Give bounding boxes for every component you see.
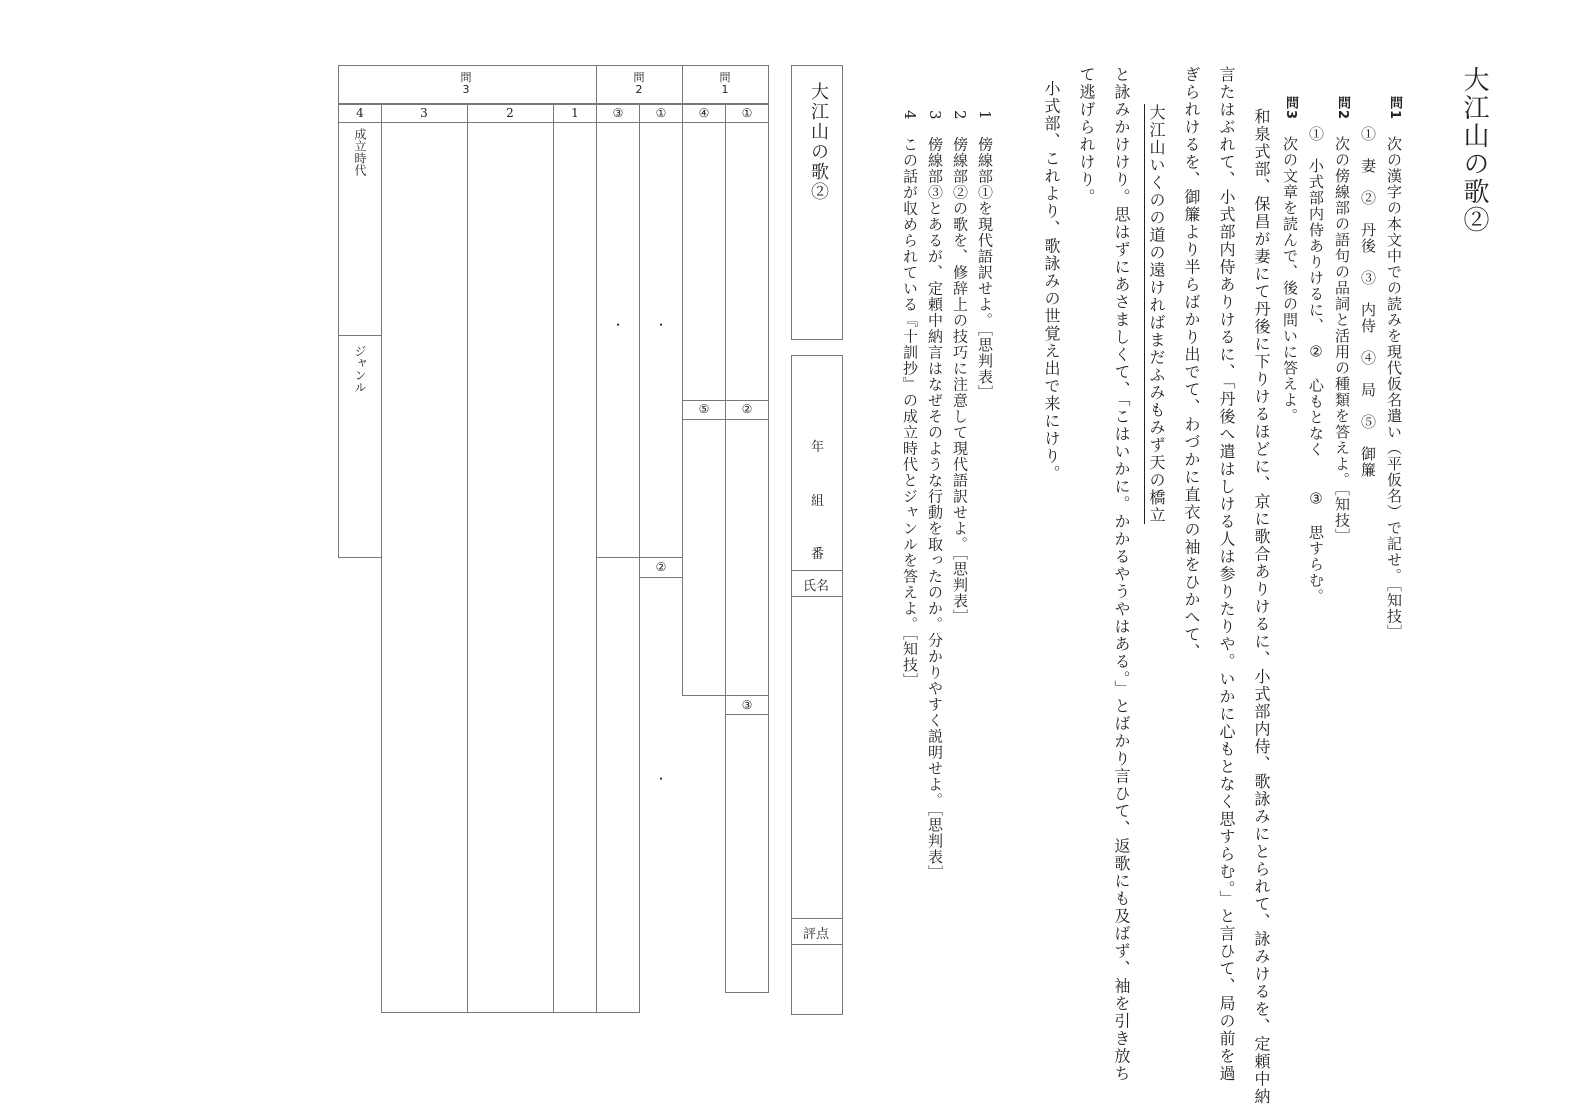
- nen-label: 年: [811, 440, 825, 455]
- q1-head: 問1: [1387, 96, 1402, 121]
- q2-2-dot: ・: [654, 772, 667, 786]
- col-q2-3: ③: [612, 106, 624, 120]
- q2-1-dot: ・: [654, 318, 667, 332]
- q3-head: 問3: [1283, 96, 1298, 121]
- q2-head: 問2: [1335, 96, 1350, 121]
- col-q3-4: 4: [356, 106, 364, 120]
- q1-label-3: ③: [741, 698, 753, 712]
- q1-instruction: 問1 次の漢字の本文中での読みを現代仮名遣い（平仮名）で記せ。［知技］: [1385, 96, 1403, 641]
- shimei-label: 氏名: [803, 579, 830, 594]
- q3-instruction: 問3 次の文章を読んで、後の問いに答えよ。: [1281, 96, 1299, 425]
- hyoten-label: 評点: [803, 927, 830, 942]
- q2-3-dot: ・: [611, 318, 624, 332]
- question-4: 4 この話が収められている『十訓抄』の成立時代とジャンルを答えよ。［知技］: [901, 110, 919, 690]
- q2-instruction: 問2 次の傍線部の語句の品詞と活用の種類を答えよ。［知技］: [1333, 96, 1351, 545]
- col-q1-4: ④: [698, 106, 710, 120]
- passage-line-3: ぎられけるを、御簾より半らばかり出でて、わづかに直衣の袖をひかへて、: [1182, 66, 1201, 661]
- genre-label: ジャンル: [353, 345, 367, 393]
- kumi-label: 組: [811, 494, 825, 509]
- passage-poem: 大江山いくのの道の遠ければまだふみもみず天の橋立: [1147, 104, 1166, 524]
- header-q1: 問 1: [719, 71, 731, 96]
- col-q2-1: ①: [655, 106, 667, 120]
- page-title: 大江山の歌②: [1459, 66, 1489, 234]
- passage-line-5: と詠みかけけり。思はずにあさましくて、「こはいかに。かかるやうやはある。」とばかり言ひて、返歌にも及ばず、袖を引き放ち: [1112, 66, 1131, 1083]
- ban-label: 番: [811, 547, 825, 562]
- q2-label-2: ②: [655, 560, 667, 574]
- q2-items: ① 小式部内侍ありけるに、 ② 心もとなく ③ 思すらむ。: [1307, 126, 1325, 605]
- header-q2: 問 2: [633, 71, 645, 96]
- col-q1-1: ①: [741, 106, 753, 120]
- seiritsu-label: 成立時代: [353, 128, 367, 176]
- question-2: 2 傍線部②の歌を、修辞上の技巧に注意して現代語訳せよ。［思判表］: [951, 110, 969, 626]
- col-q3-3: 3: [420, 106, 428, 120]
- q1-items: ① 妻 ② 丹後 ③ 内侍 ④ 局 ⑤ 御簾: [1359, 126, 1377, 478]
- question-3: 3 傍線部③とあるが、定頼中納言はなぜそのような行動を取ったのか。分かりやすく説明せよ。［思判表］: [926, 110, 944, 882]
- q1-label-5: ⑤: [698, 402, 710, 416]
- passage-line-7: 小式部、これより、歌詠みの世覚え出で来にけり。: [1042, 80, 1061, 483]
- header-q3: 問 3: [460, 71, 472, 96]
- passage-line-2: 言たはぶれて、小式部内侍ありけるに、「丹後へ遣はしける人は参りたりや。いかに心もとなく思すらむ。」と言ひて、局の前を過: [1217, 66, 1236, 1083]
- q1-label-2: ②: [741, 402, 753, 416]
- question-1: 1 傍線部①を現代語訳せよ。［思判表］: [976, 110, 994, 402]
- col-q3-2: 2: [506, 106, 514, 120]
- passage-line-6: て逃げられけり。: [1077, 66, 1096, 206]
- col-q3-1: 1: [571, 106, 579, 120]
- sheet-title: 大江山の歌②: [808, 82, 829, 202]
- passage-line-1: 和泉式部、保昌が妻にて丹後に下りけるほどに、京に歌合ありけるに、小式部内侍、歌詠みにとられて、詠みけるを、定頼中納: [1252, 108, 1271, 1106]
